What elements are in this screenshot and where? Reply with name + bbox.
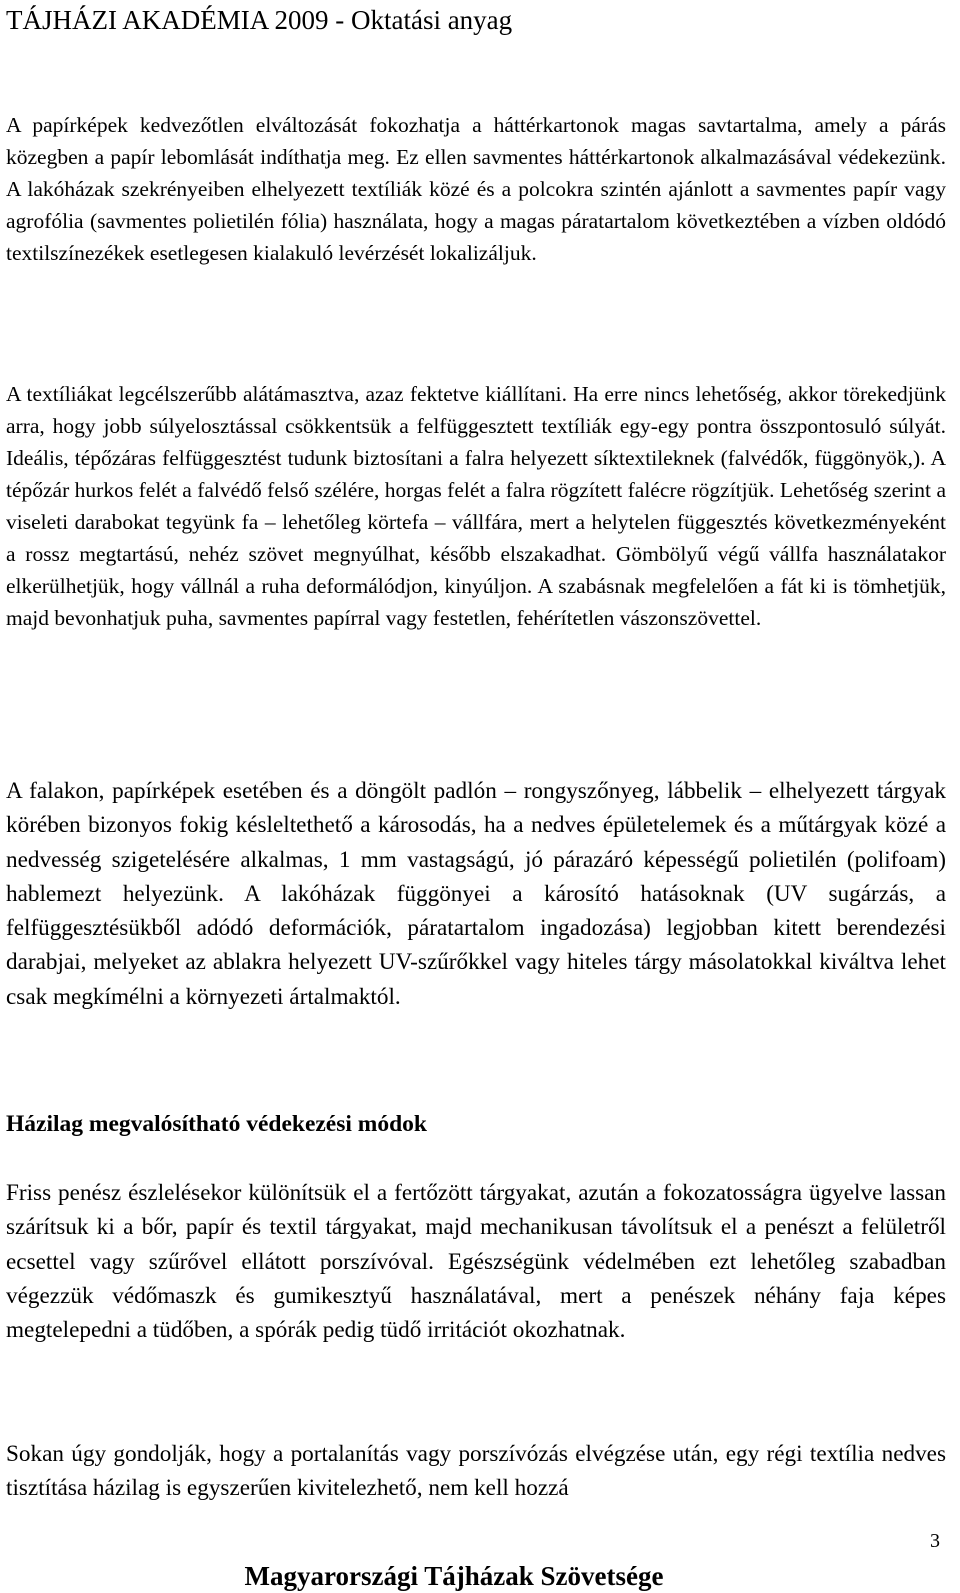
- paragraph-mold-treatment: Friss penész észlelésekor különítsük el a fertőzött tárgyakat, azután a fokozatosságra ügyelve lassan szárítsuk ki a bőr, papír és textil tárgyakat, majd mechanikusan távolítsuk el a penészt a felületről ecsettel vagy szűrővel ellátott porszívóval. Egészségünk védelmében ezt lehetőleg szabadban végezzük védőmaszk és gumikesztyű használatával, mert a penészek néhány faja képes megtelepedni a tüdőben, a spórák pedig tüdő irritációt okozhatnak.: [6, 1180, 946, 1344]
- footer-organization: Magyarországi Tájházak Szövetsége: [244, 1561, 664, 1591]
- page-header-title: TÁJHÁZI AKADÉMIA 2009 - Oktatási anyag: [6, 5, 513, 35]
- paragraph-moisture-insulation: A falakon, papírképek esetében és a döngölt padlón – rongyszőnyeg, lábbelik – elhelyezett tárgyak körében bizonyos fokig késleltethető a károsodás, ha a nedves épületelemek és a műtárgyak közé a nedvesség szigetelésére alkalmas, 1 mm vastagságú, jó párazáró képességű polietilén (polifoam) hablemezt helyezünk. A lakóházak függönyei a károsító hatásoknak (UV sugárzás, a felfüggesztésükből adódó deformációk, páratartalom ingadozása) legjobban kitett berendezési darabjai, melyeket az ablakra helyezett UV-szűrőkkel vagy hiteles tárgy másolatokkal kiváltva lehet csak megkímélni a környezeti ártalmaktól.: [6, 778, 946, 1010]
- paragraph-acid-free-paper: A papírképek kedvezőtlen elváltozását fokozhatja a háttérkartonok magas savtartalma, amely a párás közegben a papír lebomlását indíthatja meg. Ez ellen savmentes háttérkartonok alkalmazásával védekezünk. A lakóházak szekrényeiben elhelyezett textíliák közé és a polcokra szintén ajánlott a savmentes papír vagy agrofólia (savmentes polietilén fólia) használata, hogy a magas páratartalom következtében a vízben oldódó textilszínezékek esetlegesen kialakuló levérzését lokalizáljuk.: [6, 113, 946, 265]
- paragraph-textile-display: A textíliákat legcélszerűbb alátámasztva, azaz fektetve kiállítani. Ha erre nincs lehetőség, akkor törekedjünk arra, hogy jobb súlyelosztással csökkentsük a felfüggesztett textíliák egy-egy pontra összpontosuló súlyát. Ideális, tépőzáras felfüggesztést tudunk biztosítani a falra helyezett síktextileknek (falvédők, függönyök,). A tépőzár hurkos felét a falvédő felső szélére, horgas felét a falra rögzített falécre rögzítjük. Lehetőség szerint a viseleti darabokat tegyünk fa – lehetőleg körtefa – vállfára, mert a helytelen függesztés következményeként a rossz megtartású, nehéz szövet megnyúlhat, később elszakadhat. Gömbölyű végű vállfa használatakor elkerülhetjük, hogy vállnál a ruha deformálódjon, kinyúljon. A szabásnak megfelelően a fát ki is tömhetjük, majd bevonhatjuk puha, savmentes papírral vagy festetlen, fehérítetlen vászonszövettel.: [6, 382, 946, 630]
- page-number: 3: [930, 1530, 940, 1552]
- section-heading: Házilag megvalósítható védekezési módok: [6, 1111, 428, 1137]
- paragraph-wet-cleaning: Sokan úgy gondolják, hogy a portalanítás vagy porszívózás elvégzése után, egy régi textília nedves tisztítása házilag is egyszerűen kivitelezhető, nem kell hozzá: [6, 1441, 946, 1502]
